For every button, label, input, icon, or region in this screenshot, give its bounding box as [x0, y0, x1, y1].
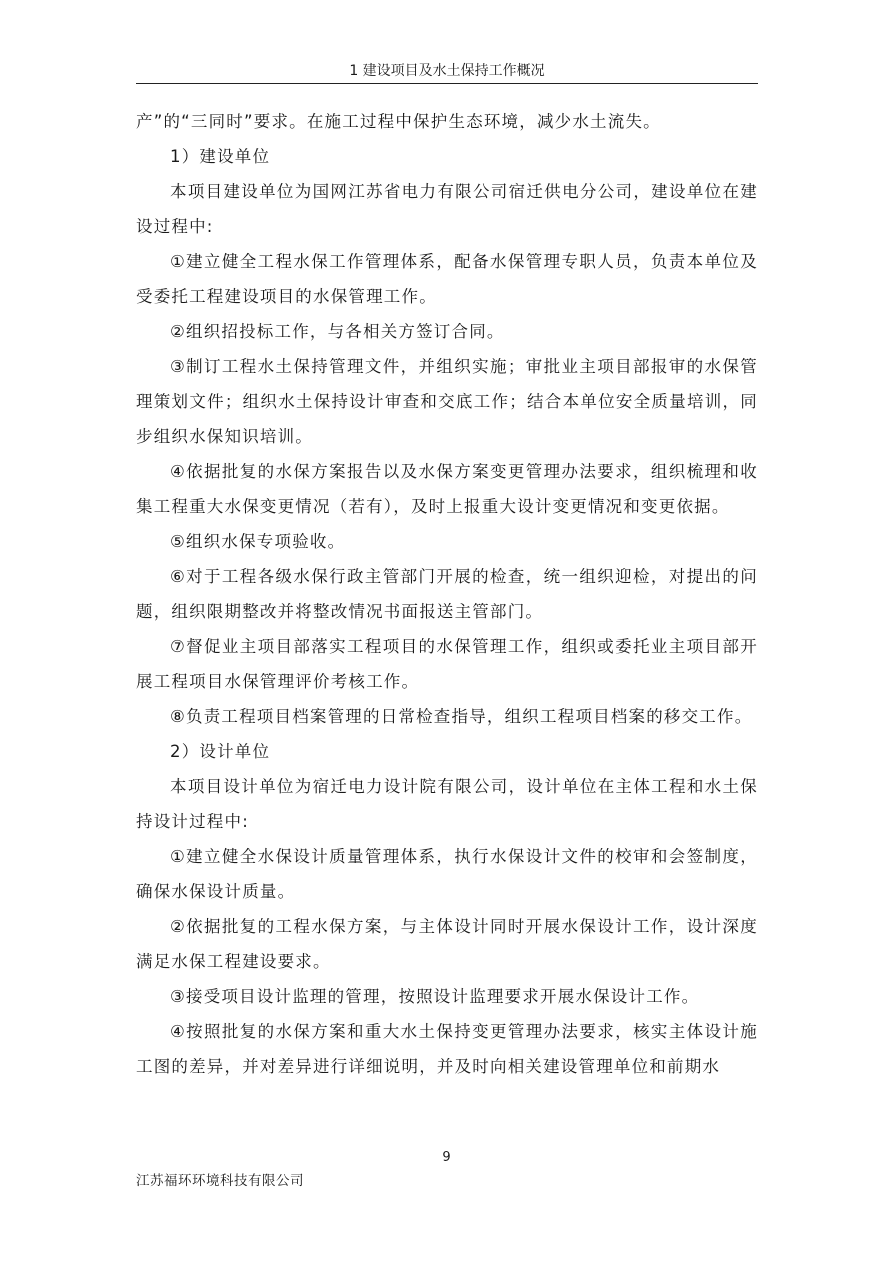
footer-company-name: 江苏福环环境科技有限公司 — [136, 1173, 304, 1189]
paragraph: ⑦督促业主项目部落实工程项目的水保管理工作，组织或委托业主项目部开展工程项目水保管理评价考核工作。 — [136, 637, 758, 691]
paragraph: 1）建设单位 — [170, 147, 271, 166]
page-header-title: 1 建设项目及水土保持工作概况 — [349, 63, 545, 79]
paragraph: ④依据批复的水保方案报告以及水保方案变更管理办法要求，组织梳理和收集工程重大水保变更情况（若有），及时上报重大设计变更情况和变更依据。 — [136, 462, 758, 516]
paragraph: 本项目设计单位为宿迁电力设计院有限公司，设计单位在主体工程和水土保持设计过程中: — [136, 777, 758, 831]
paragraph: ③制订工程水土保持管理文件，并组织实施；审批业主项目部报审的水保管理策划文件；组织水土保持设计审查和交底工作；结合本单位安全质量培训，同步组织水保知识培训。 — [136, 357, 758, 446]
paragraph: 本项目建设单位为国网江苏省电力有限公司宿迁供电分公司，建设单位在建设过程中: — [136, 182, 758, 236]
paragraph: 2）设计单位 — [170, 742, 271, 761]
paragraph: ③接受项目设计监理的管理，按照设计监理要求开展水保设计工作。 — [170, 987, 700, 1006]
paragraph: ④按照批复的水保方案和重大水土保持变更管理办法要求，核实主体设计施工图的差异，并对差异进行详细说明，并及时向相关建设管理单位和前期水 — [136, 1022, 758, 1076]
paragraph: 产”的“三同时”要求。在施工过程中保护生态环境，减少水土流失。 — [136, 112, 661, 131]
page-number: 9 — [442, 1150, 451, 1165]
paragraph: ⑥对于工程各级水保行政主管部门开展的检查，统一组织迎检，对提出的问题，组织限期整改并将整改情况书面报送主管部门。 — [136, 567, 758, 621]
header-divider — [136, 83, 758, 84]
paragraph: ②依据批复的工程水保方案，与主体设计同时开展水保设计工作，设计深度满足水保工程建设要求。 — [136, 917, 758, 971]
paragraph: ①建立健全工程水保工作管理体系，配备水保管理专职人员，负责本单位及受委托工程建设项目的水保管理工作。 — [136, 252, 758, 306]
paragraph: ②组织招投标工作，与各相关方签订合同。 — [170, 322, 505, 341]
document-body — [136, 104, 758, 1084]
paragraph: ①建立健全水保设计质量管理体系，执行水保设计文件的校审和会签制度，确保水保设计质量。 — [136, 847, 758, 901]
paragraph: ⑤组织水保专项验收。 — [170, 532, 346, 551]
paragraph: ⑧负责工程项目档案管理的日常检查指导，组织工程项目档案的移交工作。 — [170, 707, 753, 726]
